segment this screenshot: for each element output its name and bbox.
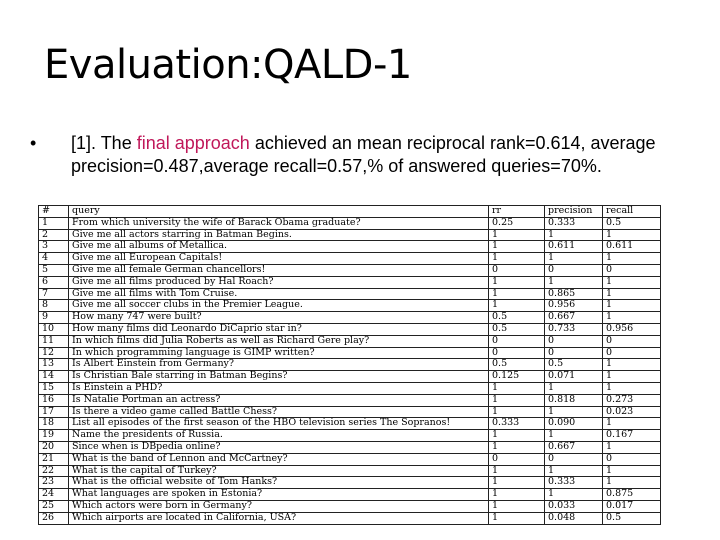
row-precision: 0.090 [545, 418, 603, 430]
row-query: Give me all films produced by Hal Roach? [69, 276, 489, 288]
table-row [39, 382, 661, 394]
table-row [39, 453, 661, 465]
table-row [39, 276, 661, 288]
row-query: Is Christian Bale starring in Batman Begins? [69, 371, 489, 383]
row-precision: 1 [545, 253, 603, 265]
row-recall: 1 [603, 229, 661, 241]
table-row [39, 465, 661, 477]
row-number: 11 [39, 335, 69, 347]
row-query: Which actors were born in Germany? [69, 500, 489, 512]
table-row [39, 217, 661, 229]
row-precision: 0.333 [545, 217, 603, 229]
row-recall: 0 [603, 335, 661, 347]
table-row [39, 500, 661, 512]
table-row [39, 477, 661, 489]
table-row [39, 335, 661, 347]
row-recall: 0.875 [603, 489, 661, 501]
row-number: 6 [39, 276, 69, 288]
row-number: 26 [39, 512, 69, 524]
row-rr: 0 [489, 453, 545, 465]
row-precision: 0.818 [545, 394, 603, 406]
table-row [39, 418, 661, 430]
row-recall: 0.167 [603, 430, 661, 442]
bullet-highlight: final approach [136, 133, 250, 153]
row-query: In which programming language is GIMP written? [69, 347, 489, 359]
row-precision: 1 [545, 276, 603, 288]
row-query: From which university the wife of Barack Obama graduate? [69, 217, 489, 229]
table-row [39, 406, 661, 418]
table-row [39, 371, 661, 383]
row-precision: 0.733 [545, 323, 603, 335]
row-query: Is there a video game called Battle Chess? [69, 406, 489, 418]
table-body [39, 217, 661, 524]
row-precision: 0.333 [545, 477, 603, 489]
row-query: Name the presidents of Russia. [69, 430, 489, 442]
row-rr: 1 [489, 441, 545, 453]
row-precision: 0 [545, 335, 603, 347]
row-precision: 0.071 [545, 371, 603, 383]
row-precision: 0 [545, 264, 603, 276]
row-query: Is Natalie Portman an actress? [69, 394, 489, 406]
row-query: What is the capital of Turkey? [69, 465, 489, 477]
row-recall: 1 [603, 276, 661, 288]
row-query: Give me all soccer clubs in the Premier League. [69, 300, 489, 312]
row-recall: 0.273 [603, 394, 661, 406]
row-rr: 1 [489, 394, 545, 406]
row-query: What is the band of Lennon and McCartney? [69, 453, 489, 465]
row-rr: 0.5 [489, 323, 545, 335]
row-rr: 1 [489, 382, 545, 394]
row-recall: 1 [603, 253, 661, 265]
row-number: 5 [39, 264, 69, 276]
row-rr: 0.333 [489, 418, 545, 430]
row-number: 12 [39, 347, 69, 359]
row-precision: 1 [545, 229, 603, 241]
row-recall: 1 [603, 371, 661, 383]
table-row [39, 489, 661, 501]
row-precision: 1 [545, 489, 603, 501]
row-recall: 0.5 [603, 217, 661, 229]
row-number: 3 [39, 241, 69, 253]
row-query: Give me all films with Tom Cruise. [69, 288, 489, 300]
row-rr: 0 [489, 335, 545, 347]
row-rr: 1 [489, 253, 545, 265]
bullet-dot: • [30, 133, 37, 153]
row-precision: 0.667 [545, 441, 603, 453]
row-rr: 1 [489, 489, 545, 501]
row-number: 22 [39, 465, 69, 477]
row-recall: 0.023 [603, 406, 661, 418]
row-recall: 0.956 [603, 323, 661, 335]
bullet-text-before: [1]. The [71, 133, 137, 153]
row-rr: 1 [489, 300, 545, 312]
row-recall: 1 [603, 312, 661, 324]
header-query: query [69, 206, 489, 218]
row-recall: 0 [603, 347, 661, 359]
row-number: 10 [39, 323, 69, 335]
row-precision: 0.611 [545, 241, 603, 253]
table-row [39, 394, 661, 406]
table-row [39, 264, 661, 276]
row-recall: 1 [603, 359, 661, 371]
header-recall: recall [603, 206, 661, 218]
row-precision: 1 [545, 406, 603, 418]
row-query: How many 747 were built? [69, 312, 489, 324]
row-rr: 1 [489, 406, 545, 418]
row-number: 16 [39, 394, 69, 406]
row-number: 17 [39, 406, 69, 418]
row-rr: 0.5 [489, 312, 545, 324]
table-row [39, 512, 661, 524]
row-number: 13 [39, 359, 69, 371]
row-rr: 1 [489, 465, 545, 477]
row-query: How many films did Leonardo DiCaprio star in? [69, 323, 489, 335]
row-recall: 1 [603, 300, 661, 312]
row-number: 20 [39, 441, 69, 453]
row-number: 18 [39, 418, 69, 430]
table-row [39, 312, 661, 324]
row-number: 4 [39, 253, 69, 265]
row-rr: 1 [489, 512, 545, 524]
row-rr: 0.125 [489, 371, 545, 383]
table-row [39, 300, 661, 312]
row-recall: 1 [603, 441, 661, 453]
row-recall: 0.017 [603, 500, 661, 512]
results-table-container [38, 205, 662, 523]
table-row [39, 288, 661, 300]
table-row [39, 347, 661, 359]
slide-title: Evaluation:QALD-1 [44, 42, 412, 88]
row-rr: 0.5 [489, 359, 545, 371]
table-row [39, 441, 661, 453]
row-query: What is the official website of Tom Hanks? [69, 477, 489, 489]
header-precision: precision [545, 206, 603, 218]
row-number: 2 [39, 229, 69, 241]
row-recall: 0.611 [603, 241, 661, 253]
row-precision: 1 [545, 465, 603, 477]
row-precision: 0.865 [545, 288, 603, 300]
row-rr: 1 [489, 288, 545, 300]
header-rr: rr [489, 206, 545, 218]
table-row [39, 253, 661, 265]
row-precision: 0.048 [545, 512, 603, 524]
row-rr: 1 [489, 500, 545, 512]
row-recall: 0 [603, 453, 661, 465]
table-row [39, 241, 661, 253]
table-row [39, 229, 661, 241]
row-query: List all episodes of the first season of the HBO television series The Sopranos! [69, 418, 489, 430]
row-rr: 1 [489, 276, 545, 288]
row-number: 1 [39, 217, 69, 229]
bullet-text [71, 132, 690, 178]
row-precision: 0.667 [545, 312, 603, 324]
row-query: Give me all European Capitals! [69, 253, 489, 265]
table-row [39, 430, 661, 442]
row-query: In which films did Julia Roberts as well as Richard Gere play? [69, 335, 489, 347]
row-number: 14 [39, 371, 69, 383]
row-precision: 0 [545, 347, 603, 359]
row-rr: 0.25 [489, 217, 545, 229]
row-number: 24 [39, 489, 69, 501]
header-number: # [39, 206, 69, 218]
row-recall: 1 [603, 465, 661, 477]
row-rr: 1 [489, 241, 545, 253]
row-query: Give me all female German chancellors! [69, 264, 489, 276]
row-rr: 1 [489, 430, 545, 442]
row-recall: 1 [603, 418, 661, 430]
row-recall: 1 [603, 477, 661, 489]
row-recall: 0.5 [603, 512, 661, 524]
row-number: 15 [39, 382, 69, 394]
row-number: 21 [39, 453, 69, 465]
row-precision: 0.033 [545, 500, 603, 512]
table-row [39, 359, 661, 371]
row-number: 9 [39, 312, 69, 324]
bullet-point [30, 132, 690, 178]
table-header-row [39, 206, 661, 218]
row-precision: 1 [545, 382, 603, 394]
row-precision: 1 [545, 430, 603, 442]
row-rr: 1 [489, 477, 545, 489]
row-precision: 0 [545, 453, 603, 465]
row-query: Give me all actors starring in Batman Begins. [69, 229, 489, 241]
bullet-text-after: achieved an mean reciprocal rank=0.614, average precision=0.487,average recall=0.57,% of answered queries=70%. [71, 133, 656, 176]
row-query: What languages are spoken in Estonia? [69, 489, 489, 501]
row-query: Which airports are located in California, USA? [69, 512, 489, 524]
row-query: Is Einstein a PHD? [69, 382, 489, 394]
table-row [39, 323, 661, 335]
row-rr: 1 [489, 229, 545, 241]
row-number: 19 [39, 430, 69, 442]
row-number: 7 [39, 288, 69, 300]
row-recall: 0 [603, 264, 661, 276]
row-precision: 0.956 [545, 300, 603, 312]
row-query: Since when is DBpedia online? [69, 441, 489, 453]
results-table [38, 205, 661, 525]
row-rr: 0 [489, 347, 545, 359]
row-number: 25 [39, 500, 69, 512]
row-recall: 1 [603, 382, 661, 394]
row-recall: 1 [603, 288, 661, 300]
row-number: 23 [39, 477, 69, 489]
row-precision: 0.5 [545, 359, 603, 371]
row-rr: 0 [489, 264, 545, 276]
row-number: 8 [39, 300, 69, 312]
row-query: Give me all albums of Metallica. [69, 241, 489, 253]
row-query: Is Albert Einstein from Germany? [69, 359, 489, 371]
